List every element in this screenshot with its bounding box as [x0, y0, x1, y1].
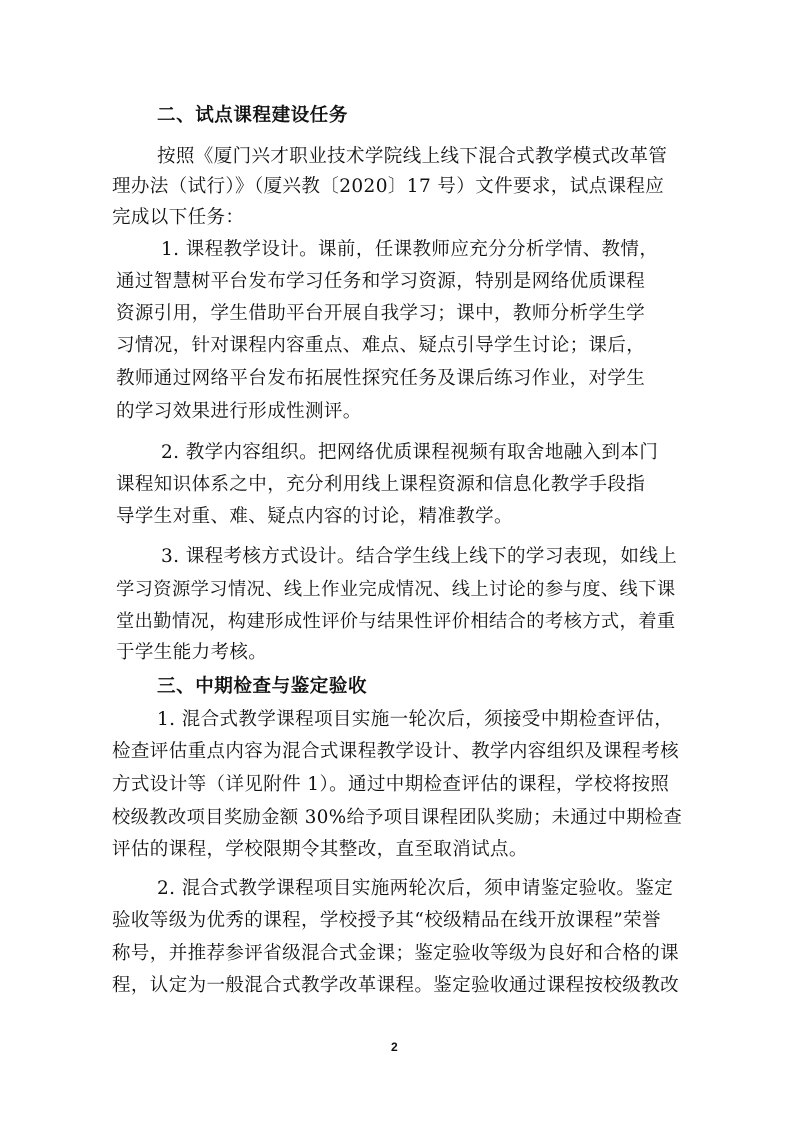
section-3-item-2-line-4: 程，认定为一般混合式教学改革课程。鉴定验收通过课程按校级教改: [112, 975, 680, 996]
section-2-item-2-line-1: 2. 教学内容组织。把网络优质课程视频有取舍地融入到本门: [161, 442, 659, 463]
section-2-item-2-line-2: 课程知识体系之中，充分利用线上课程资源和信息化教学手段指: [116, 474, 646, 495]
section-2-intro-line-1: 按照《厦门兴才职业技术学院线上线下混合式教学模式改革管: [157, 146, 668, 167]
section-2-item-1-line-5: 教师通过网络平台发布拓展性探究任务及课后练习作业，对学生: [116, 368, 646, 389]
section-2-item-3-line-2: 学习资源学习情况、线上作业完成情况、线上讨论的参与度、线下课: [116, 579, 676, 600]
section-2-heading: 二、试点课程建设任务: [157, 105, 349, 126]
page-number: 2: [391, 1040, 398, 1054]
section-3-item-1-line-2: 检查评估重点内容为混合式课程教学设计、教学内容组织及课程考核: [112, 741, 680, 762]
section-2-item-1-line-6: 的学习效果进行形成性测评。: [116, 401, 362, 422]
section-2-intro-line-2: 理办法（试行）》（厦兴教〔2020〕17 号）文件要求，试点课程应: [112, 176, 665, 197]
section-3-heading: 三、中期检查与鉴定验收: [157, 676, 368, 697]
section-2-item-3-line-4: 于学生能力考核。: [116, 642, 268, 663]
section-2-item-1-line-3: 资源引用，学生借助平台开展自我学习；课中，教师分析学生学: [116, 303, 646, 324]
section-2-item-1-line-2: 通过智慧树平台发布学习任务和学习资源，特别是网络优质课程: [116, 271, 646, 292]
section-2-item-2-line-3: 导学生对重、难、疑点内容的讨论，精准教学。: [116, 506, 513, 527]
section-2-item-1-line-4: 习情况，针对课程内容重点、难点、疑点引导学生讨论；课后，: [116, 335, 646, 356]
section-3-item-1-line-1: 1. 混合式教学课程项目实施一轮次后，须接受中期检查评估，: [157, 709, 674, 730]
section-2-intro-line-3: 完成以下任务：: [112, 207, 245, 228]
section-3-item-2-line-1: 2. 混合式教学课程项目实施两轮次后，须申请鉴定验收。鉴定: [157, 878, 674, 899]
section-2-item-3-line-3: 堂出勤情况，构建形成性评价与结果性评价相结合的考核方式，着重: [116, 611, 676, 632]
section-3-item-1-line-3: 方式设计等（详见附件 1）。通过中期检查评估的课程，学校将按照: [112, 774, 670, 795]
section-3-item-2-line-3: 称号，并推荐参评省级混合式金课；鉴定验收等级为良好和合格的课: [112, 943, 680, 964]
section-3-item-1-line-4: 校级教改项目奖励金额 30%给予项目课程团队奖励；未通过中期检查: [112, 807, 683, 828]
section-3-item-2-line-2: 验收等级为优秀的课程，学校授予其“校级精品在线开放课程”荣誉: [112, 910, 661, 931]
section-2-item-1-line-1: 1. 课程教学设计。课前，任课教师应充分分析学情、教情，: [161, 239, 659, 260]
section-3-item-1-line-5: 评估的课程，学校限期令其整改，直至取消试点。: [112, 839, 528, 860]
section-2-item-3-line-1: 3. 课程考核方式设计。结合学生线上线下的学习表现，如线上: [161, 546, 678, 567]
